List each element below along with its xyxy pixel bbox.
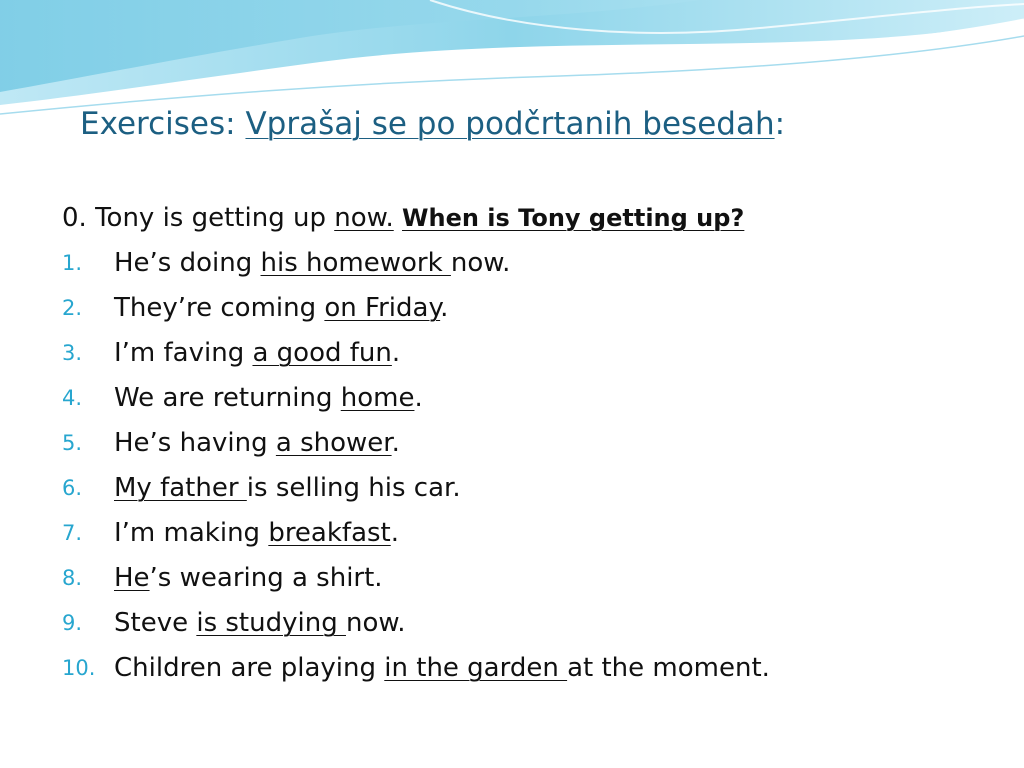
exercise-list — [62, 196, 1012, 691]
example-text — [62, 196, 744, 241]
item-text-after: is selling his car. — [246, 473, 461, 503]
item-text — [114, 466, 461, 511]
item-text-before: I’m making — [114, 518, 269, 548]
item-number: 8. — [62, 566, 83, 590]
item-number: 9. — [62, 611, 83, 635]
slide-title — [80, 106, 785, 142]
item-text-after: ’s wearing a shirt. — [149, 563, 383, 593]
item-number: 7. — [62, 521, 83, 545]
item-text-after: . — [391, 428, 400, 458]
item-underlined-phrase: My father — [114, 473, 247, 503]
title-suffix: : — [774, 106, 786, 142]
exercise-item — [62, 646, 1012, 691]
item-number: 2. — [62, 296, 83, 320]
item-number: 4. — [62, 386, 83, 410]
exercise-item — [62, 331, 1012, 376]
exercise-item — [62, 421, 1012, 466]
exercise-item — [62, 241, 1012, 286]
exercise-item — [62, 466, 1012, 511]
item-text — [114, 331, 400, 376]
item-text — [114, 511, 399, 556]
item-text-before: Children are playing — [114, 653, 385, 683]
item-underlined-phrase: his homework — [260, 248, 451, 278]
item-number: 3. — [62, 341, 83, 365]
item-underlined-phrase: on Friday — [324, 293, 441, 323]
item-underlined-phrase: breakfast — [268, 518, 391, 548]
example-before: 0. Tony is getting up — [62, 203, 335, 233]
item-underlined-phrase: is studying — [196, 608, 346, 638]
item-underlined-phrase: a good fun — [252, 338, 392, 368]
item-underlined-phrase: in the garden — [384, 653, 568, 683]
item-text-after: now. — [450, 248, 511, 278]
exercise-item — [62, 511, 1012, 556]
exercise-item — [62, 286, 1012, 331]
title-underlined: Vprašaj se po podčrtanih besedah — [245, 106, 775, 142]
item-text-after: . — [414, 383, 423, 413]
item-number: 10. — [62, 656, 96, 680]
item-text — [114, 601, 406, 646]
exercise-item — [62, 556, 1012, 601]
example-answer: When is Tony getting up? — [402, 204, 745, 232]
item-underlined-phrase: He — [114, 563, 150, 593]
item-text — [114, 286, 448, 331]
item-text — [114, 421, 400, 466]
item-text-before: We are returning — [114, 383, 341, 413]
title-prefix: Exercises: — [80, 106, 246, 142]
item-number: 1. — [62, 251, 83, 275]
item-underlined-phrase: a shower — [275, 428, 392, 458]
item-text — [114, 646, 770, 691]
item-text-before: He’s having — [114, 428, 276, 458]
exercise-item — [62, 601, 1012, 646]
item-text — [114, 376, 423, 421]
item-text-after: now. — [345, 608, 406, 638]
item-text-before: I’m faving — [114, 338, 253, 368]
item-text-before: Steve — [114, 608, 197, 638]
item-underlined-phrase: home — [340, 383, 415, 413]
item-text — [114, 241, 510, 286]
item-text — [114, 556, 383, 601]
example-gap — [394, 203, 402, 233]
item-text-before: They’re coming — [114, 293, 325, 323]
example-row — [62, 196, 1012, 241]
exercise-item — [62, 376, 1012, 421]
item-text-after: . — [440, 293, 449, 323]
item-text-after: at the moment. — [567, 653, 770, 683]
item-number: 6. — [62, 476, 83, 500]
numbered-items — [62, 241, 1012, 691]
item-text-after: . — [390, 518, 400, 548]
item-text-after: . — [391, 338, 401, 368]
example-underlined: now. — [334, 203, 394, 233]
item-text-before: He’s doing — [114, 248, 261, 278]
item-number: 5. — [62, 431, 83, 455]
